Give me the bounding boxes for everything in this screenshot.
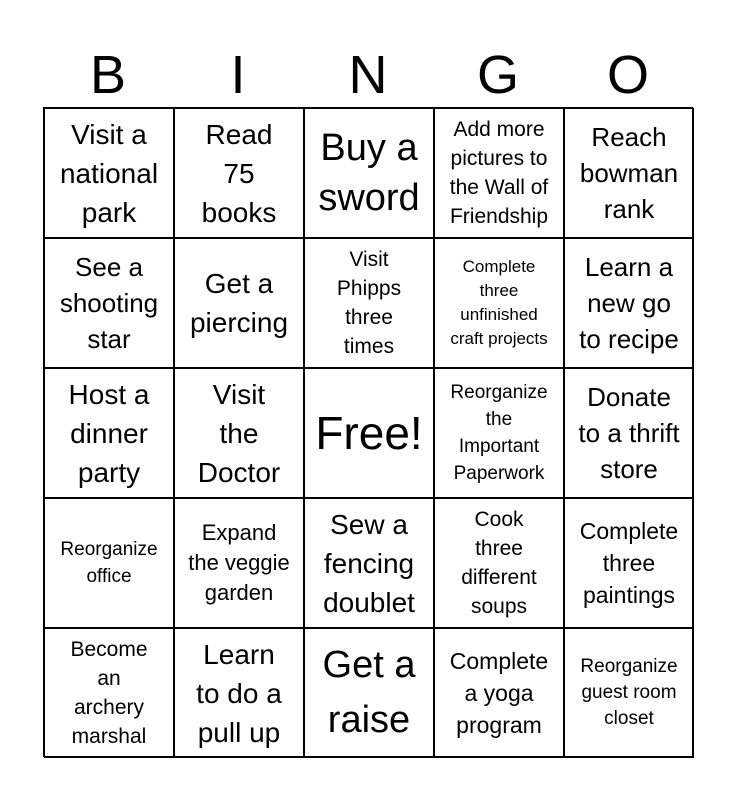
bingo-cell-label: Read 75 books: [201, 118, 277, 228]
bingo-cell[interactable]: [174, 108, 304, 238]
bingo-cell[interactable]: [434, 498, 564, 628]
bingo-cell-label: Reach bowman rank: [579, 122, 679, 224]
bingo-cell[interactable]: [174, 498, 304, 628]
header-letter-o: O: [606, 45, 649, 105]
bingo-cell[interactable]: [44, 108, 174, 238]
header-letter-b: B: [89, 45, 127, 105]
bingo-cell[interactable]: [564, 238, 694, 368]
bingo-cell-label: Reorganize guest room closet: [580, 656, 678, 729]
bingo-cell-label: Visit a national park: [59, 118, 159, 228]
bingo-cell-label: Get a raise: [322, 644, 416, 741]
bingo-cell[interactable]: [44, 498, 174, 628]
bingo-header: [43, 44, 693, 106]
bingo-cell-label: Learn to do a pull up: [196, 638, 282, 748]
bingo-cell[interactable]: [434, 238, 564, 368]
bingo-cell-label: Complete three unfinished craft projects: [450, 257, 548, 348]
bingo-cell[interactable]: [564, 628, 694, 758]
bingo-cell[interactable]: [564, 498, 694, 628]
bingo-cell[interactable]: [44, 238, 174, 368]
bingo-cell[interactable]: [174, 628, 304, 758]
bingo-board: [43, 107, 693, 757]
bingo-cell-label: Complete a yoga program: [449, 648, 549, 738]
bingo-cell-label: Visit the Doctor: [197, 378, 281, 488]
bingo-cell[interactable]: [174, 368, 304, 498]
bingo-cell-label: Host a dinner party: [68, 378, 150, 488]
bingo-cell-label: Get a piercing: [189, 268, 289, 338]
bingo-cell-label: Reorganize the Important Paperwork: [450, 382, 548, 484]
bingo-cell-label: Cook three different soups: [461, 508, 537, 618]
header-letter-n: N: [348, 45, 388, 105]
header-letter-g: G: [476, 45, 519, 105]
bingo-cell[interactable]: [174, 238, 304, 368]
bingo-cell[interactable]: [564, 368, 694, 498]
bingo-cell-label: Donate to a thrift store: [578, 382, 680, 484]
bingo-cell-label: Buy a sword: [318, 127, 420, 219]
bingo-cell-label: Add more pictures to the Wall of Friendship: [449, 118, 549, 228]
bingo-cell[interactable]: [44, 368, 174, 498]
bingo-cell-label: Sew a fencing doublet: [323, 508, 415, 618]
bingo-cell-label: Reorganize office: [60, 539, 158, 587]
bingo-cell[interactable]: [434, 628, 564, 758]
bingo-cell-label: Learn a new go to recipe: [579, 252, 679, 354]
bingo-cell-label: Free!: [315, 407, 423, 459]
bingo-cell-label: Expand the veggie garden: [188, 520, 290, 605]
bingo-cell-label: See a shooting star: [59, 252, 159, 354]
bingo-cell-label: Become an archery marshal: [70, 638, 148, 748]
bingo-cell-label: Visit Phipps three times: [336, 248, 402, 358]
bingo-cell[interactable]: [304, 368, 434, 498]
bingo-cell[interactable]: [434, 368, 564, 498]
bingo-cell[interactable]: [304, 238, 434, 368]
bingo-cell[interactable]: [434, 108, 564, 238]
header-letter-i: I: [230, 45, 246, 105]
bingo-cell[interactable]: [564, 108, 694, 238]
bingo-cell[interactable]: [44, 628, 174, 758]
bingo-cell[interactable]: [304, 108, 434, 238]
bingo-cell-label: Complete three paintings: [579, 518, 679, 608]
bingo-cell[interactable]: [304, 498, 434, 628]
bingo-cell[interactable]: [304, 628, 434, 758]
